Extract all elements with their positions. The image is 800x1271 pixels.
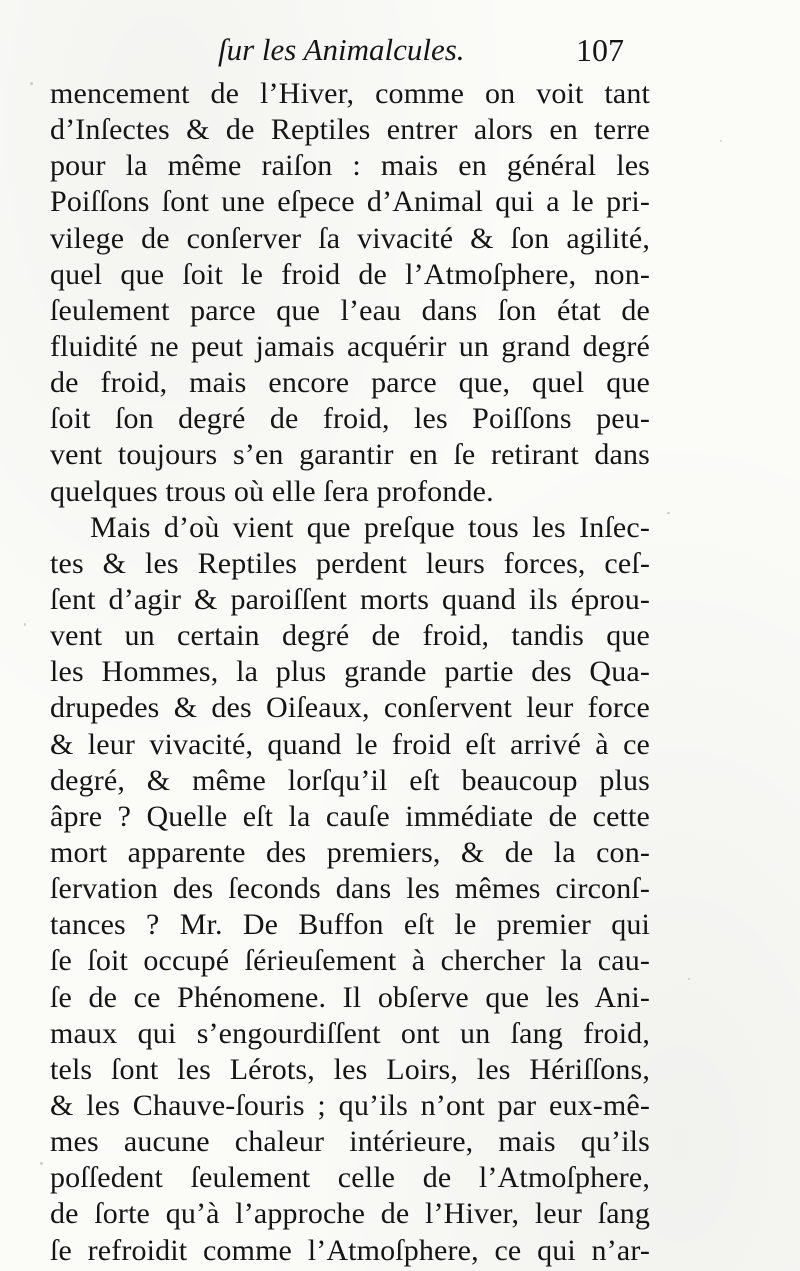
text-line: & les Chauve-ſouris ; qu’ils n’ont par eux-mê- xyxy=(50,1088,650,1122)
text-line: vent toujours s’en garantir en ſe retirant dans xyxy=(50,438,650,472)
text-line: de froid, mais encore parce que, quel que xyxy=(50,366,650,400)
paragraph-end-line: quelques trous où elle ſera profonde. xyxy=(50,474,494,508)
text-line: poſſedent ſeulement celle de l’Atmoſphere, xyxy=(50,1161,650,1195)
text-line: mes aucune chaleur intérieure, mais qu’ils xyxy=(50,1125,650,1159)
paper-speck xyxy=(720,140,722,142)
text-line: tels ſont les Lérots, les Loirs, les Hériſſons, xyxy=(50,1052,650,1086)
text-line: âpre ? Quelle eſt la cauſe immédiate de cette xyxy=(50,799,650,833)
text-line: tes & les Reptiles perdent leurs forces, ceſ- xyxy=(50,546,650,580)
text-line: ſent d’agir & paroiſſent morts quand ils éprou- xyxy=(50,582,650,616)
paper-speck xyxy=(688,978,690,980)
text-line: & leur vivacité, quand le froid eſt arrivé à ce xyxy=(50,727,650,761)
text-line: Poiſſons ſont une eſpece d’Animal qui a le pri- xyxy=(50,185,650,219)
text-line: ſeulement parce que l’eau dans ſon état de xyxy=(50,293,650,327)
text-line: fluidité ne peut jamais acquérir un grand degré xyxy=(50,329,650,363)
paper-speck xyxy=(667,512,670,514)
text-line: les Hommes, la plus grande partie des Qua- xyxy=(50,655,650,689)
paper-speck xyxy=(40,1162,43,1165)
page-number: 107 xyxy=(576,32,624,68)
text-line: ſe ſoit occupé ſérieuſement à chercher la cau- xyxy=(50,944,650,978)
text-line: tances ? Mr. De Buffon eſt le premier qui xyxy=(50,908,650,942)
text-line: quel que ſoit le froid de l’Atmoſphere, non- xyxy=(50,257,650,291)
body-text xyxy=(50,76,650,1269)
text-line: de ſorte qu’à l’approche de l’Hiver, leur ſang xyxy=(50,1197,650,1231)
text-line: vilege de conſerver ſa vivacité & ſon agilité, xyxy=(50,221,650,255)
text-line: drupedes & des Oiſeaux, conſervent leur force xyxy=(50,691,650,725)
text-line: d’Inſectes & de Reptiles entrer alors en terre xyxy=(50,113,650,147)
text-line: ſe refroidit comme l’Atmoſphere, ce qui n’ar- xyxy=(50,1233,650,1267)
text-line: maux qui s’engourdiſſent ont un ſang froid, xyxy=(50,1016,650,1050)
running-title: ſur les Animalcules. xyxy=(218,32,465,67)
text-line: mort apparente des premiers, & de la con- xyxy=(50,835,650,869)
paper-speck xyxy=(30,82,33,85)
text-line: ſervation des ſeconds dans les mêmes circonſ- xyxy=(50,872,650,906)
paragraph-start-line: Mais d’où vient que preſque tous les Inſec- xyxy=(90,510,650,544)
text-line: ſoit ſon degré de froid, les Poiſſons peu- xyxy=(50,402,650,436)
paper-speck xyxy=(24,623,26,626)
page-header xyxy=(0,30,800,74)
text-line: mencement de l’Hiver, comme on voit tant xyxy=(50,77,650,110)
text-line: vent un certain degré de froid, tandis que xyxy=(50,619,650,653)
text-line: degré, & même lorſqu’il eſt beaucoup plus xyxy=(50,763,650,797)
text-line: ſe de ce Phénomene. Il obſerve que les Ani- xyxy=(50,980,650,1014)
text-line: pour la même raiſon : mais en général les xyxy=(50,149,650,183)
